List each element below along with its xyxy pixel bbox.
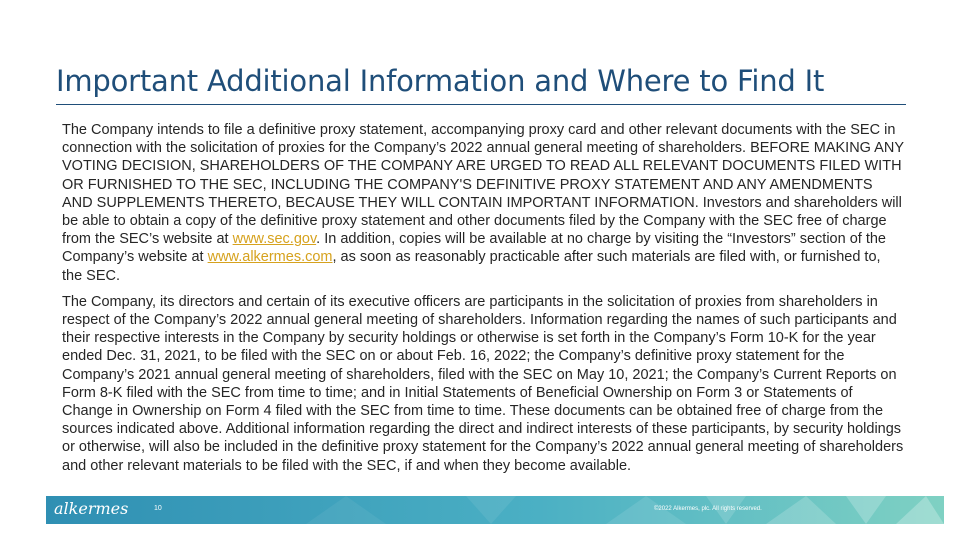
slide-title: Important Additional Information and Where to Find It bbox=[56, 64, 825, 98]
paragraph1-text-c: , as soon as reasonably practicable after such materials are filed with, or furnished to, the SEC. bbox=[62, 249, 881, 284]
title-underline-divider bbox=[56, 104, 906, 105]
alkermes-website-link[interactable]: www.alkermes.com bbox=[207, 249, 333, 266]
paragraph1-text-b: . In addition, copies will be available at no charge by visiting the “Investors” section of the Company’s website at bbox=[62, 231, 886, 266]
paragraph-proxy-statement bbox=[62, 121, 904, 285]
company-logo-wordmark: alkermes bbox=[54, 499, 129, 518]
sec-website-link[interactable]: www.sec.gov bbox=[232, 231, 317, 248]
paragraph-participants: The Company, its directors and certain of its executive officers are participants in the solicitation of proxies from shareholders in respect of the Company’s 2022 annual general meeting of shareholders. Information regarding the names of such participants and their respective interests in the Company by security holdings or otherwise is set forth in the Company’s Form 10-K for the year ended Dec. 31, 2021, to be filed with the SEC on or about Feb. 16, 2022; the Company’s definitive proxy statement for the Company’s 2021 annual general meeting of shareholders, filed with the SEC on May 10, 2021; the Company’s Current Reports on Form 8-K filed with the SEC from time to time; and in Initial Statements of Beneficial Ownership on Form 3 or Statements of Change in Ownership on Form 4 filed with the SEC from time to time. These documents can be obtained free of charge from the sources indicated above. Additional information regarding the direct and indirect interests of these participants, by security holdings or otherwise, will also be included in the definitive proxy statement for the Company’s 2022 annual general meeting of shareholders and other relevant materials to be filed with the SEC, if and when they become available. bbox=[62, 293, 904, 474]
paragraph1-text-a: The Company intends to file a definitive proxy statement, accompanying proxy card and other relevant documents with the SEC in connection with the solicitation of proxies for the Company’s 2022 annual general meeting of shareholders. BEFORE MAKING ANY VOTING DECISION, SHAREHOLDERS OF THE COMPANY ARE URGED TO READ ALL RELEVANT DOCUMENTS FILED WITH OR FURNISHED TO THE SEC, INCLUDING THE COMPANY'S DEFINITIVE PROXY STATEMENT AND ANY AMENDMENTS AND SUPPLEMENTS THERETO, BECAUSE THEY WILL CONTAIN IMPORTANT INFORMATION. Investors and shareholders will be able to obtain a copy of the definitive proxy statement and other documents filed by the Company with the SEC free of charge from the SEC’s website at bbox=[62, 122, 904, 248]
page-number: 10 bbox=[154, 505, 162, 512]
body-text bbox=[62, 121, 904, 483]
footer-copyright: ©2022 Alkermes, plc. All rights reserved. bbox=[654, 506, 762, 512]
